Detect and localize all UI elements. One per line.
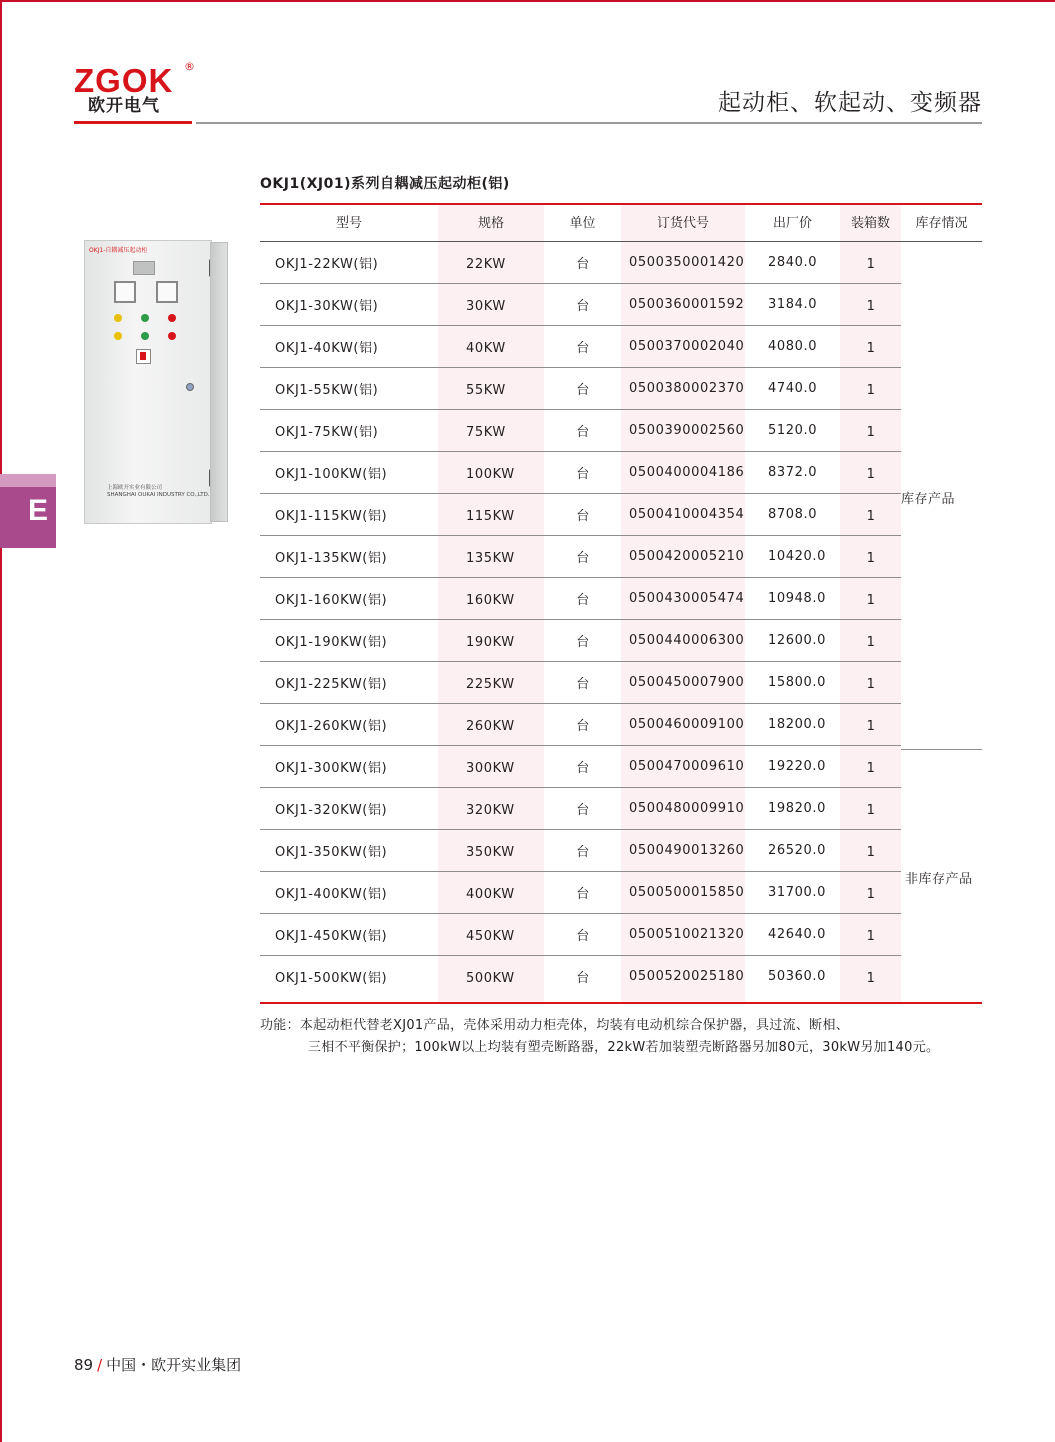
cell-unit: 台: [576, 803, 590, 818]
cell-qty: 1: [866, 971, 876, 986]
cell-code: 0500460009100: [629, 717, 745, 732]
cell-code: 0500480009910: [629, 801, 745, 816]
cell-model: OKJ1-22KW(铝): [275, 257, 379, 272]
cell-model: OKJ1-190KW(铝): [275, 635, 388, 650]
header-price: 出厂价: [772, 216, 812, 231]
cell-unit: 台: [576, 425, 590, 440]
cell-spec: 225KW: [466, 677, 515, 692]
stock-status-in-stock: 库存产品: [901, 492, 956, 507]
cell-model: OKJ1-300KW(铝): [275, 761, 388, 776]
cell-unit: 台: [576, 509, 590, 524]
cell-code: 0500380002370: [629, 381, 745, 396]
voltmeter-icon: [156, 281, 178, 303]
cell-unit: 台: [576, 257, 590, 272]
cell-spec: 115KW: [466, 509, 515, 524]
cell-qty: 1: [866, 719, 876, 734]
cell-spec: 500KW: [466, 971, 515, 986]
cell-model: OKJ1-350KW(铝): [275, 845, 388, 860]
cabinet-maker-en: SHANGHAI OUKAI INDUSTRY CO.,LTD.: [107, 492, 210, 498]
cell-spec: 22KW: [466, 257, 506, 272]
logo-brand-text: ZGOK: [74, 62, 174, 99]
cell-price: 10420.0: [768, 549, 826, 564]
page-top-border: [0, 0, 1055, 2]
cell-qty: 1: [866, 803, 876, 818]
cell-spec: 160KW: [466, 593, 515, 608]
ammeter-icon: [114, 281, 136, 303]
cell-spec: 30KW: [466, 299, 506, 314]
cell-qty: 1: [866, 887, 876, 902]
section-tab-letter: E: [28, 494, 49, 527]
header-model: 型号: [335, 216, 362, 231]
cell-code: 0500420005210: [629, 549, 745, 564]
cell-unit: 台: [576, 299, 590, 314]
cell-qty: 1: [866, 383, 876, 398]
cell-price: 42640.0: [768, 927, 826, 942]
table-row: [260, 494, 982, 536]
cell-unit: 台: [576, 383, 590, 398]
cell-unit: 台: [576, 719, 590, 734]
cell-price: 19220.0: [768, 759, 826, 774]
cell-qty: 1: [866, 761, 876, 776]
footer-separator: /: [97, 1356, 103, 1374]
cell-spec: 350KW: [466, 845, 515, 860]
cell-code: 0500450007900: [629, 675, 745, 690]
cell-unit: 台: [576, 635, 590, 650]
cell-model: OKJ1-225KW(铝): [275, 677, 388, 692]
cabinet-maker-cn: 上海欧开实业有限公司: [107, 485, 163, 491]
cell-unit: 台: [576, 593, 590, 608]
table-row: [260, 536, 982, 578]
cell-price: 5120.0: [768, 423, 818, 438]
cell-qty: 1: [866, 929, 876, 944]
note-line-1: 功能：本起动柜代替老XJ01产品，壳体采用动力柜壳体，均装有电动机综合保护器，具过流、断相、: [260, 1018, 850, 1033]
door-lock-icon: [186, 383, 194, 391]
selector-switch-icon: [136, 349, 151, 364]
stock-status-not-in-stock: 非库存产品: [905, 872, 973, 887]
cell-unit: 台: [576, 845, 590, 860]
cell-unit: 台: [576, 929, 590, 944]
indicator-lamp-icon: [114, 314, 122, 322]
cell-qty: 1: [866, 845, 876, 860]
logo-brand-cn: 欧开电气: [88, 96, 160, 116]
cell-code: 0500430005474: [629, 591, 745, 606]
cell-spec: 300KW: [466, 761, 515, 776]
cell-code: 0500350001420: [629, 255, 745, 270]
table-row: [260, 914, 982, 956]
table-title: OKJ1(XJ01)系列自耦减压起动柜(铝): [260, 176, 510, 192]
cell-price: 19820.0: [768, 801, 826, 816]
cell-code: 0500360001592: [629, 297, 745, 312]
table-row: [260, 368, 982, 410]
cell-model: OKJ1-260KW(铝): [275, 719, 388, 734]
cell-qty: 1: [866, 425, 876, 440]
cell-price: 31700.0: [768, 885, 826, 900]
cell-qty: 1: [866, 509, 876, 524]
cabinet-front: [84, 240, 212, 524]
cell-price: 3184.0: [768, 297, 818, 312]
cell-spec: 40KW: [466, 341, 506, 356]
cabinet-display: [133, 261, 155, 275]
cell-qty: 1: [866, 467, 876, 482]
page-left-border: [0, 0, 2, 1442]
cell-spec: 135KW: [466, 551, 515, 566]
cell-price: 4080.0: [768, 339, 818, 354]
cell-unit: 台: [576, 467, 590, 482]
table-row: [260, 788, 982, 830]
cell-qty: 1: [866, 677, 876, 692]
cell-spec: 190KW: [466, 635, 515, 650]
cell-model: OKJ1-400KW(铝): [275, 887, 388, 902]
cell-code: 0500370002040: [629, 339, 745, 354]
logo-underline: [74, 121, 192, 124]
cell-model: OKJ1-320KW(铝): [275, 803, 388, 818]
note-line-2: 三相不平衡保护；100kW以上均装有塑壳断路器，22kW若加装塑壳断路器另加80元，30kW另加140元。: [308, 1040, 940, 1055]
push-button-icon: [168, 332, 176, 340]
cell-model: OKJ1-450KW(铝): [275, 929, 388, 944]
cell-code: 0500520025180: [629, 969, 745, 984]
table-row: [260, 746, 982, 788]
cell-model: OKJ1-55KW(铝): [275, 383, 379, 398]
header-code: 订货代号: [656, 216, 709, 231]
cell-qty: 1: [866, 593, 876, 608]
cell-model: OKJ1-40KW(铝): [275, 341, 379, 356]
cell-price: 2840.0: [768, 255, 818, 270]
cell-price: 18200.0: [768, 717, 826, 732]
cell-spec: 260KW: [466, 719, 515, 734]
cell-qty: 1: [866, 299, 876, 314]
cell-unit: 台: [576, 551, 590, 566]
table-row: [260, 326, 982, 368]
cell-code: 0500390002560: [629, 423, 745, 438]
indicator-lamp-icon: [141, 314, 149, 322]
cell-code: 0500500015850: [629, 885, 745, 900]
cell-price: 26520.0: [768, 843, 826, 858]
cabinet-maker-plate: [107, 485, 210, 499]
cabinet-side: [210, 242, 228, 522]
cell-unit: 台: [576, 677, 590, 692]
cell-spec: 450KW: [466, 929, 515, 944]
header-qty: 装箱数: [850, 216, 890, 231]
function-note: [260, 1015, 939, 1059]
cell-price: 15800.0: [768, 675, 826, 690]
cell-model: OKJ1-135KW(铝): [275, 551, 388, 566]
cell-model: OKJ1-160KW(铝): [275, 593, 388, 608]
header-spec: 规格: [477, 216, 504, 231]
cell-spec: 75KW: [466, 425, 506, 440]
cell-unit: 台: [576, 887, 590, 902]
cell-code: 0500410004354: [629, 507, 745, 522]
cell-price: 12600.0: [768, 633, 826, 648]
cell-unit: 台: [576, 761, 590, 776]
cell-model: OKJ1-75KW(铝): [275, 425, 379, 440]
cell-qty: 1: [866, 341, 876, 356]
section-tab-band: [0, 474, 56, 487]
table-row: [260, 956, 982, 998]
product-image: [84, 240, 226, 525]
indicator-lamp-icon: [168, 314, 176, 322]
cell-code: 0500510021320: [629, 927, 745, 942]
cell-qty: 1: [866, 551, 876, 566]
table-row: [260, 872, 982, 914]
cell-spec: 320KW: [466, 803, 515, 818]
push-button-icon: [141, 332, 149, 340]
header-divider: [196, 122, 982, 124]
cell-code: 0500440006300: [629, 633, 745, 648]
stock-group-divider: [901, 749, 982, 750]
push-button-icon: [114, 332, 122, 340]
table-row: [260, 284, 982, 326]
cell-price: 4740.0: [768, 381, 818, 396]
brand-logo: [74, 60, 198, 124]
cell-qty: 1: [866, 257, 876, 272]
cell-price: 50360.0: [768, 969, 826, 984]
section-tab: [0, 474, 56, 548]
cell-model: OKJ1-115KW(铝): [275, 509, 388, 524]
header-unit: 单位: [569, 216, 596, 231]
cell-spec: 400KW: [466, 887, 515, 902]
table-row: [260, 662, 982, 704]
table-row: [260, 578, 982, 620]
cell-price: 8372.0: [768, 465, 818, 480]
footer-company: 中国・欧开实业集团: [106, 1356, 242, 1374]
cell-code: 0500470009610: [629, 759, 745, 774]
page-header-title: 起动柜、软起动、变频器: [718, 90, 982, 116]
table-row: [260, 704, 982, 746]
table-row: [260, 242, 982, 284]
cell-unit: 台: [576, 971, 590, 986]
table-row: [260, 620, 982, 662]
cell-model: OKJ1-100KW(铝): [275, 467, 388, 482]
header-stock: 库存情况: [915, 216, 968, 231]
registered-mark: ®: [184, 60, 195, 73]
cell-code: 0500400004186: [629, 465, 745, 480]
cell-spec: 55KW: [466, 383, 506, 398]
page-number: 89: [74, 1356, 94, 1374]
cell-price: 8708.0: [768, 507, 818, 522]
table-row: [260, 452, 982, 494]
cell-code: 0500490013260: [629, 843, 745, 858]
page-footer: [74, 1354, 241, 1375]
cell-model: OKJ1-30KW(铝): [275, 299, 379, 314]
cell-price: 10948.0: [768, 591, 826, 606]
cell-unit: 台: [576, 341, 590, 356]
cell-spec: 100KW: [466, 467, 515, 482]
cell-model: OKJ1-500KW(铝): [275, 971, 388, 986]
table-row: [260, 410, 982, 452]
cell-qty: 1: [866, 635, 876, 650]
table-row: [260, 830, 982, 872]
cabinet-label: OKJ1-自耦减压起动柜: [89, 247, 148, 254]
table-bottom-rule: [260, 1002, 982, 1004]
